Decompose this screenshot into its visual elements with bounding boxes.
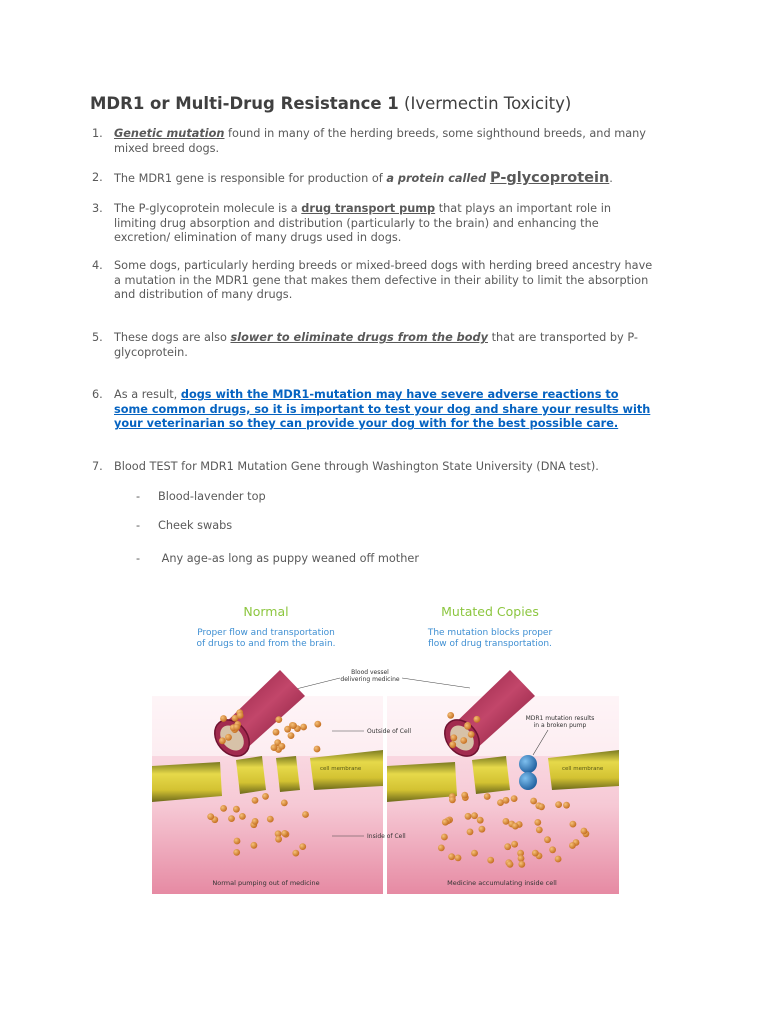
drug-particle: [569, 842, 576, 849]
pglycoprotein-term: P-glycoprotein: [489, 170, 610, 186]
drug-particle: [471, 812, 478, 819]
drug-particle: [228, 815, 235, 822]
list-item-5: [92, 331, 654, 360]
list-item-2: [92, 170, 654, 187]
list-item-6: [92, 388, 654, 432]
drug-particle: [503, 797, 510, 804]
mdr1-figure: [150, 600, 621, 896]
drug-particle: [555, 801, 562, 808]
mdr1-diagram: [150, 600, 621, 896]
drug-particle: [465, 813, 472, 820]
drug-particle: [477, 817, 484, 824]
sub-item-age: [136, 552, 419, 565]
drug-particle: [464, 723, 471, 730]
drug-particle: [479, 826, 486, 833]
mutated-heading: Mutated Copies: [441, 604, 539, 619]
drug-particle: [455, 855, 462, 862]
drug-particle: [518, 861, 525, 868]
drug-particle: [237, 712, 244, 719]
drug-particle: [207, 813, 214, 820]
drug-particle: [438, 845, 445, 852]
outside-cell-label: Outside of Cell: [367, 728, 411, 735]
item-text-end: that are transported by P-glycoprotein.: [114, 331, 638, 359]
item-number: 2.: [92, 171, 103, 184]
drug-particle: [292, 850, 299, 857]
mutated-desc-2: flow of drug transportation.: [428, 639, 552, 649]
drug-particle: [281, 800, 288, 807]
drug-particle: [284, 726, 291, 733]
drug-particle: [251, 842, 258, 849]
normal-caption: Normal pumping out of medicine: [212, 879, 320, 887]
drug-particle: [504, 843, 511, 850]
normal-desc-2: of drugs to and from the brain.: [196, 639, 336, 649]
broken-pump-label-2: in a broken pump: [533, 722, 587, 729]
drug-particle: [512, 823, 519, 830]
dash: -: [136, 490, 141, 503]
drug-particle: [252, 818, 259, 825]
drug-particle: [484, 793, 491, 800]
item-text: Blood TEST for MDR1 Mutation Gene through Washington State University (DNA test).: [114, 460, 599, 473]
drug-particle: [450, 734, 457, 741]
drug-particle: [511, 795, 518, 802]
drug-particle: [281, 830, 288, 837]
drug-particle: [460, 737, 467, 744]
drug-particle: [279, 743, 286, 750]
drug-particle: [300, 724, 307, 731]
item-text: These dogs are also: [114, 331, 231, 344]
page-title: [90, 94, 571, 113]
drug-particle: [290, 722, 297, 729]
drug-particle: [549, 846, 556, 853]
drug-particle: [581, 828, 588, 835]
drug-particle: [448, 853, 455, 860]
list-item-4: [92, 259, 654, 303]
drug-particle: [233, 806, 240, 813]
drug-particle: [299, 843, 306, 850]
drug-particle: [314, 746, 321, 753]
mutated-caption: Medicine accumulating inside cell: [447, 879, 557, 887]
drug-particle: [267, 816, 274, 823]
vessel-label-2: delivering medicine: [340, 676, 400, 683]
drug-particle: [471, 850, 478, 857]
normal-heading: Normal: [243, 604, 289, 619]
dash: -: [136, 519, 141, 532]
dash: -: [136, 552, 141, 565]
sub-item-blood: [136, 490, 266, 503]
drug-particle: [555, 856, 562, 863]
drug-particle: [273, 729, 280, 736]
sub-item-text: Cheek swabs: [158, 519, 233, 532]
mutated-desc-1: The mutation blocks proper: [427, 628, 553, 638]
item-text: found in many of the herding breeds, some sighthound breeds, and many mixed breed dogs.: [114, 127, 646, 155]
drug-particle: [507, 861, 514, 868]
title-main: MDR1 or Multi-Drug Resistance 1: [90, 94, 399, 113]
drug-particle: [275, 716, 282, 723]
drug-particle: [252, 797, 259, 804]
item-text-end: .: [609, 172, 613, 185]
advice-link[interactable]: dogs with the MDR1-mutation may have severe adverse reactions to some common drugs, so it is important to test your dog and share your results with your veterinarian so they can provide your dog with for the best possible care.: [114, 388, 651, 431]
drug-particle: [219, 737, 226, 744]
item-emphasis: slower to eliminate drugs from the body: [230, 331, 488, 344]
drug-particle: [275, 836, 282, 843]
membrane-label-left: cell membrane: [320, 766, 362, 772]
item-number: 6.: [92, 388, 103, 401]
sub-item-text: Blood-lavender top: [158, 490, 266, 503]
item-number: 7.: [92, 460, 103, 473]
drug-particle: [234, 838, 241, 845]
vessel-label-1: Blood vessel: [351, 669, 389, 676]
drug-particle: [449, 796, 456, 803]
list-item-1: [92, 127, 654, 156]
drug-particle: [441, 834, 448, 841]
drug-particle: [449, 741, 456, 748]
drug-particle: [474, 716, 481, 723]
normal-desc-1: Proper flow and transportation: [197, 628, 335, 638]
item-number: 5.: [92, 331, 103, 344]
drug-particle: [271, 744, 278, 751]
drug-particle: [536, 827, 543, 834]
drug-particle: [461, 792, 468, 799]
item-text: The MDR1 gene is responsible for production of: [114, 172, 387, 185]
broken-pump-label-1: MDR1 mutation results: [525, 715, 595, 722]
drug-particle: [233, 849, 240, 856]
item-number: 1.: [92, 127, 103, 140]
drug-particle: [487, 857, 494, 864]
list-item-7: [92, 460, 654, 475]
item-emphasis: a protein called: [386, 172, 490, 185]
drug-particle: [302, 811, 309, 818]
item-text: As a result,: [114, 388, 181, 401]
item-text-end: that plays an important role in limiting drug absorption and distribution (particularly to the brain) and enhancing the excretion/ elimination of many drugs used in dogs.: [114, 202, 612, 245]
item-emphasis: Genetic mutation: [114, 127, 225, 140]
sub-item-cheek: [136, 519, 232, 532]
drug-particle: [233, 724, 240, 731]
item-text: Some dogs, particularly herding breeds or mixed-breed dogs with herding breed ancestry have a mutation in the MDR1 gene that makes them defective in their ability to limit the absorption and distribution of many drugs.: [114, 259, 653, 302]
drug-particle: [314, 721, 321, 728]
membrane-label-right: cell membrane: [562, 766, 604, 772]
drug-particle: [544, 836, 551, 843]
drug-particle: [530, 798, 537, 805]
drug-particle: [570, 821, 577, 828]
drug-particle: [220, 715, 227, 722]
drug-particle: [447, 712, 454, 719]
drug-particle: [442, 819, 449, 826]
drug-particle: [468, 731, 475, 738]
item-number: 4.: [92, 259, 103, 272]
list-item-3: [92, 202, 654, 246]
item-emphasis: drug transport pump: [301, 202, 436, 215]
drug-particle: [288, 732, 295, 739]
drug-particle: [538, 803, 545, 810]
drug-particle: [511, 841, 518, 848]
drug-particle: [220, 805, 227, 812]
inside-cell-label: Inside of Cell: [367, 833, 406, 840]
drug-particle: [532, 850, 539, 857]
drug-particle: [534, 819, 541, 826]
drug-particle: [518, 855, 525, 862]
item-number: 3.: [92, 202, 103, 215]
drug-particle: [563, 802, 570, 809]
drug-particle: [503, 818, 510, 825]
sub-item-text: Any age-as long as puppy weaned off mother: [158, 552, 419, 565]
item-text: The P-glycoprotein molecule is a: [114, 202, 302, 215]
drug-particle: [262, 793, 269, 800]
drug-particle: [467, 829, 474, 836]
title-paren: (Ivermectin Toxicity): [404, 94, 572, 113]
drug-particle: [225, 734, 232, 741]
drug-particle: [239, 813, 246, 820]
